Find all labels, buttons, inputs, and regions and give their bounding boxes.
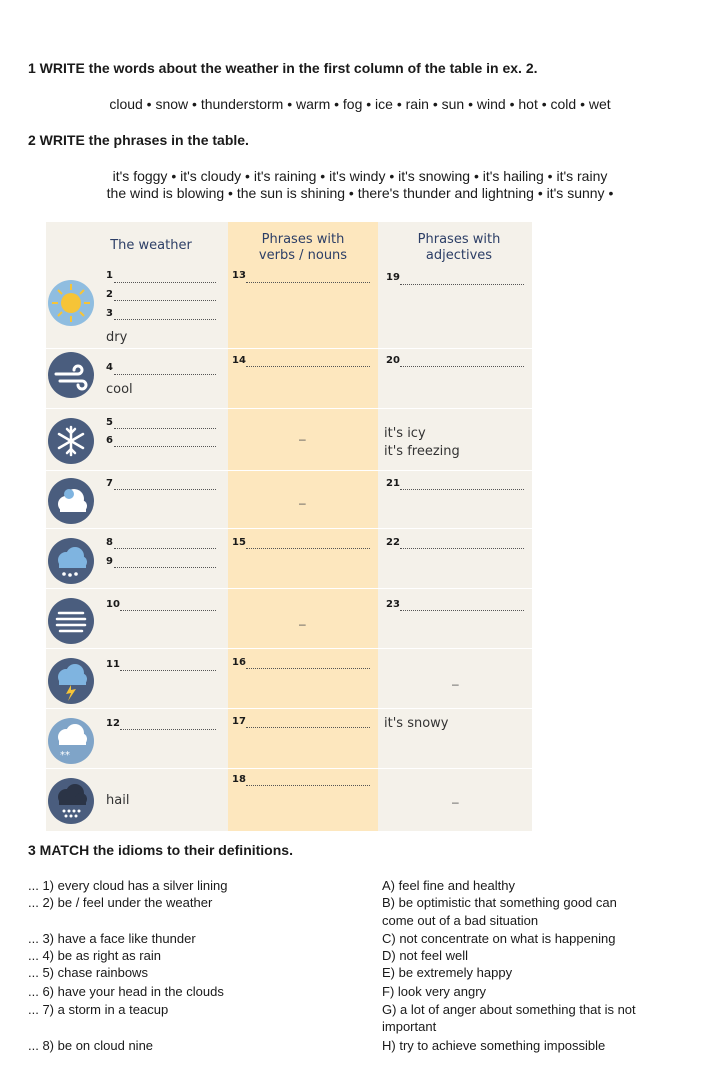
blank-10[interactable] (120, 610, 216, 611)
blank-number-6: 6 (106, 435, 113, 446)
definition-a: A) feel fine and healthy (382, 878, 515, 893)
ex2-phrase-list-2: the wind is blowing • the sun is shining • there's thunder and lightning • it's sunny • (106, 185, 614, 201)
ex2-title: 2 WRITE the phrases in the table. (28, 132, 249, 148)
row-separator (46, 528, 532, 529)
snowflake-icon (48, 418, 94, 464)
blank-2[interactable] (114, 300, 216, 301)
idiom-2: ... 2) be / feel under the weather (28, 895, 213, 910)
blank-13[interactable] (246, 282, 370, 283)
blank-6[interactable] (114, 446, 216, 447)
idiom-8: ... 8) be on cloud nine (28, 1038, 154, 1053)
definition-g: G) a lot of anger about something that is not (382, 1002, 636, 1017)
blank-number-23: 23 (386, 599, 400, 610)
sun-icon (48, 280, 94, 326)
row-separator (46, 348, 532, 349)
dash: – (299, 617, 306, 631)
idiom-6: ... 6) have your head in the clouds (28, 984, 224, 999)
word-dry: dry (106, 330, 128, 345)
blank-number-8: 8 (106, 537, 113, 548)
idiom-7: ... 7) a storm in a teacup (28, 1002, 169, 1017)
definition-d: D) not feel well (382, 948, 468, 963)
dash: – (299, 432, 306, 446)
blank-number-14: 14 (232, 355, 246, 366)
definition-e: E) be extremely happy (382, 965, 513, 980)
blank-number-2: 2 (106, 289, 113, 300)
row-separator (46, 708, 532, 709)
blank-number-11: 11 (106, 659, 120, 670)
blank-8[interactable] (114, 548, 216, 549)
snow-cloud-icon (48, 718, 94, 764)
definition-b-cont: come out of a bad situation (382, 913, 539, 928)
definition-b: B) be optimistic that something good can (382, 895, 617, 910)
idiom-1: ... 1) every cloud has a silver lining (28, 878, 228, 893)
blank-number-13: 13 (232, 270, 246, 281)
word-its-icy: it's icy (384, 426, 426, 441)
blank-16[interactable] (246, 668, 370, 669)
header-verbs-nouns: Phrases with verbs / nouns (258, 232, 348, 263)
blank-4[interactable] (114, 374, 216, 375)
idiom-4: ... 4) be as right as rain (28, 948, 161, 963)
blank-number-18: 18 (232, 774, 246, 785)
blank-number-3: 3 (106, 308, 113, 319)
thunderstorm-icon (48, 658, 94, 704)
blank-21[interactable] (400, 489, 524, 490)
weather-table-column-2 (228, 222, 378, 831)
blank-number-9: 9 (106, 556, 113, 567)
rain-cloud-icon (48, 538, 94, 584)
ex3-title: 3 MATCH the idioms to their definitions. (28, 842, 293, 858)
ex2-phrase-list-1: it's foggy • it's cloudy • it's raining • it's windy • it's snowing • it's hailing • it's rainy (112, 168, 608, 184)
definition-f: F) look very angry (382, 984, 487, 999)
blank-number-12: 12 (106, 718, 120, 729)
blank-number-4: 4 (106, 362, 113, 373)
idiom-5: ... 5) chase rainbows (28, 965, 148, 980)
blank-22[interactable] (400, 548, 524, 549)
row-separator (46, 768, 532, 769)
blank-11[interactable] (120, 670, 216, 671)
row-separator (46, 470, 532, 471)
ex1-title: 1 WRITE the words about the weather in the first column of the table in ex. 2. (28, 60, 538, 76)
blank-5[interactable] (114, 428, 216, 429)
blank-number-22: 22 (386, 537, 400, 548)
word-its-freezing: it's freezing (384, 444, 460, 459)
word-its-snowy: it's snowy (384, 716, 449, 731)
blank-20[interactable] (400, 366, 524, 367)
blank-12[interactable] (120, 729, 216, 730)
row-separator (46, 588, 532, 589)
blank-18[interactable] (246, 785, 370, 786)
dash: – (452, 795, 459, 809)
cloud-icon (48, 478, 94, 524)
row-separator (46, 648, 532, 649)
hail-cloud-icon (48, 778, 94, 824)
header-adjectives: Phrases with adjectives (417, 232, 501, 263)
header-the-weather: The weather (110, 238, 192, 253)
wind-icon (48, 352, 94, 398)
blank-23[interactable] (400, 610, 524, 611)
blank-15[interactable] (246, 548, 370, 549)
dash: – (299, 496, 306, 510)
blank-number-19: 19 (386, 272, 400, 283)
blank-17[interactable] (246, 727, 370, 728)
blank-9[interactable] (114, 567, 216, 568)
blank-number-1: 1 (106, 270, 113, 281)
blank-3[interactable] (114, 319, 216, 320)
dash: – (452, 677, 459, 691)
row-separator (46, 408, 532, 409)
definition-g-cont: important (382, 1019, 437, 1034)
blank-number-20: 20 (386, 355, 400, 366)
blank-14[interactable] (246, 366, 370, 367)
definition-c: C) not concentrate on what is happening (382, 931, 616, 946)
blank-7[interactable] (114, 489, 216, 490)
word-hail: hail (106, 793, 130, 808)
blank-number-10: 10 (106, 599, 120, 610)
idiom-3: ... 3) have a face like thunder (28, 931, 196, 946)
blank-1[interactable] (114, 282, 216, 283)
blank-19[interactable] (400, 284, 524, 285)
blank-number-17: 17 (232, 716, 246, 727)
fog-icon (48, 598, 94, 644)
blank-number-21: 21 (386, 478, 400, 489)
svg-text:**: ** (60, 750, 70, 761)
blank-number-5: 5 (106, 417, 113, 428)
blank-number-15: 15 (232, 537, 246, 548)
word-cool: cool (106, 382, 133, 397)
definition-h: H) try to achieve something impossible (382, 1038, 606, 1053)
blank-number-16: 16 (232, 657, 246, 668)
ex1-word-list: cloud • snow • thunderstorm • warm • fog • ice • rain • sun • wind • hot • cold • wet (109, 96, 611, 112)
blank-number-7: 7 (106, 478, 113, 489)
